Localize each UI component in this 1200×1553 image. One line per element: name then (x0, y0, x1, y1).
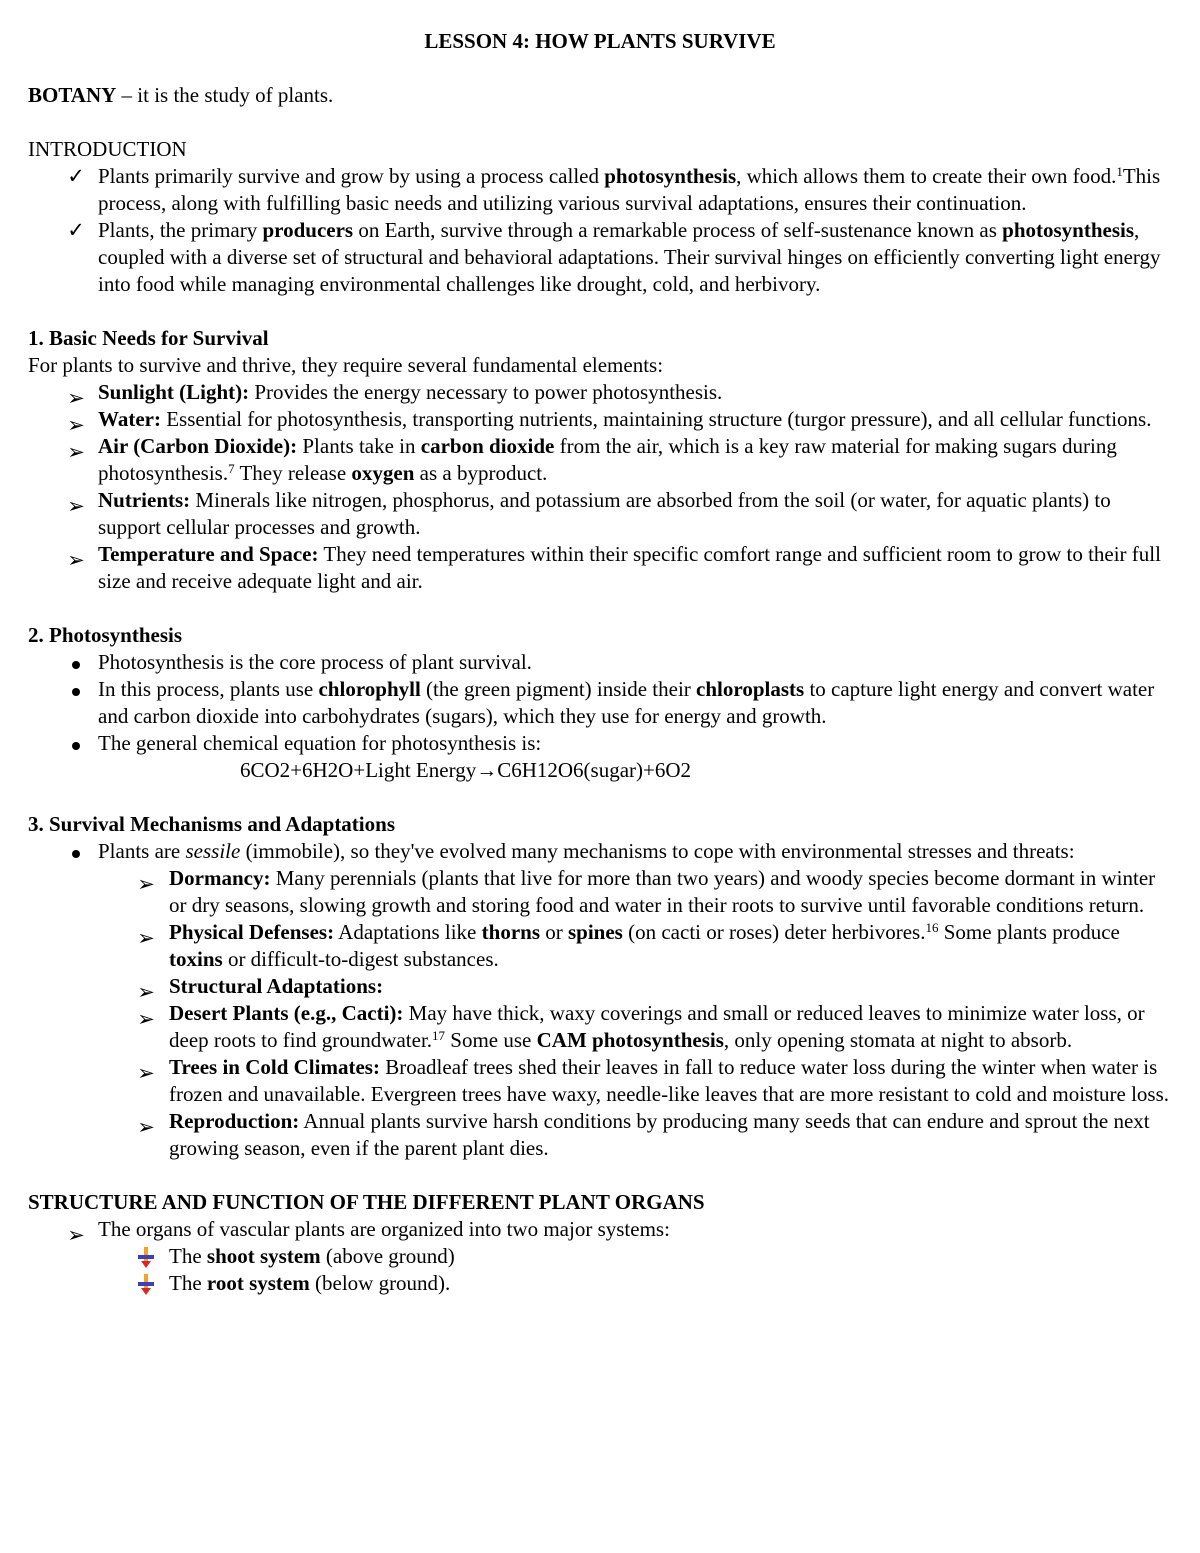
arrow-bullet-icon: ➢ (67, 1223, 85, 1247)
list-item: The shoot system (above ground) (28, 1243, 1172, 1270)
list-item: The root system (below ground). (28, 1270, 1172, 1297)
arrow-bullet-icon: ➢ (67, 386, 85, 410)
pushpin-bullet-icon (134, 1270, 158, 1301)
photosynthesis-list (28, 649, 1172, 757)
botany-term: BOTANY (28, 83, 117, 107)
footnote-ref: 17 (432, 1028, 446, 1043)
list-item: ➢ Trees in Cold Climates: Broadleaf trees shed their leaves in fall to reduce water loss during the winter when water is frozen and unavailable. Evergreen trees have waxy, needle-like leaves that are more resistant to cold and moisture loss. (28, 1054, 1172, 1108)
arrow-bullet-icon: ➢ (137, 872, 155, 896)
introduction-list (28, 163, 1172, 298)
organs-heading: STRUCTURE AND FUNCTION OF THE DIFFERENT PLANT ORGANS (28, 1190, 705, 1214)
arrow-bullet-icon: ➢ (137, 926, 155, 950)
arrow-bullet-icon: ➢ (67, 494, 85, 518)
list-item: ➢ Reproduction: Annual plants survive harsh conditions by producing many seeds that can endure and sprout the next growing season, even if the parent plant dies. (28, 1108, 1172, 1162)
list-item: ➢ Physical Defenses: Adaptations like thorns or spines (on cacti or roses) deter herbivores.$^{16}$ Some plants produce toxins or difficult-to-digest substances. (28, 919, 1172, 973)
mechanisms-heading: 3. Survival Mechanisms and Adaptations (28, 812, 395, 836)
list-item: ➢ Temperature and Space: They need temperatures within their specific comfort range and sufficient room to grow to their full size and receive adequate light and air. (28, 541, 1172, 595)
introduction-heading (28, 136, 1172, 163)
list-item: ➢ Desert Plants (e.g., Cacti): May have thick, waxy coverings and small or reduced leaves to minimize water loss, or deep roots to find groundwater.$^{17}$ Some use CAM photosynthesis, only opening stomata at night to absorb. (28, 1000, 1172, 1054)
checkmark-icon: ✓ (67, 164, 85, 188)
list-item: ➢ Sunlight (Light): Provides the energy necessary to power photosynthesis. (28, 379, 1172, 406)
list-item: ➢ Air (Carbon Dioxide): Plants take in carbon dioxide from the air, which is a key raw material for making sugars during photosynthesis.$^7$ They release oxygen as a byproduct. (28, 433, 1172, 487)
arrow-bullet-icon: ➢ (137, 1061, 155, 1085)
lesson-title: LESSON 4: HOW PLANTS SURVIVE (424, 29, 776, 53)
list-item: The general chemical equation for photosynthesis is: (28, 730, 1172, 757)
arrow-bullet-icon: ➢ (67, 413, 85, 437)
arrow-bullet-icon: ➢ (137, 1007, 155, 1031)
arrow-bullet-icon: ➢ (137, 1115, 155, 1139)
arrow-bullet-icon: ➢ (67, 440, 85, 464)
footnote-ref: 7 (228, 461, 235, 476)
photosynthesis-equation: 6CO2+6H2O+Light Energy→C6H12O6(sugar)+6O2 (240, 758, 692, 782)
checkmark-icon: ✓ (67, 218, 85, 242)
organs-list (28, 1216, 1172, 1247)
arrow-bullet-icon: ➢ (67, 548, 85, 572)
organs-sublist (28, 1243, 1172, 1297)
list-item: ✓ Plants, the primary producers on Earth, survive through a remarkable process of self-sustenance known as photosynthesis, coupled with a diverse set of structural and behavioral adaptations. Their survival hinges on efficiently converting light energy into food while managing environmental challenges like drought, cold, and herbivory. (28, 217, 1172, 298)
botany-definition (28, 82, 1172, 109)
mechanisms-sublist (28, 865, 1172, 1162)
basic-needs-intro: For plants to survive and thrive, they require several fundamental elements: (28, 353, 664, 377)
basic-needs-list (28, 379, 1172, 595)
list-item: ➢ Water: Essential for photosynthesis, transporting nutrients, maintaining structure (turgor pressure), and all cellular functions. (28, 406, 1172, 433)
round-bullet-icon (64, 730, 88, 757)
basic-needs-heading: 1. Basic Needs for Survival (28, 326, 269, 350)
round-bullet-icon (64, 838, 88, 865)
mechanisms-list (28, 838, 1172, 865)
list-item: ➢ Nutrients: Minerals like nitrogen, phosphorus, and potassium are absorbed from the soil (or water, for aquatic plants) to support cellular processes and growth. (28, 487, 1172, 541)
botany-text: – it is the study of plants. (116, 83, 334, 107)
list-item: Plants are sessile (immobile), so they've evolved many mechanisms to cope with environmental stresses and threats: (28, 838, 1172, 865)
footnote-ref: 1 (1116, 164, 1123, 179)
list-item: ➢ Dormancy: Many perennials (plants that live for more than two years) and woody species become dormant in winter or dry seasons, slowing growth and storing food and water in their roots to survive until favorable conditions return. (28, 865, 1172, 919)
list-item: ➢ Structural Adaptations: (28, 973, 1172, 1000)
arrow-bullet-icon: ➢ (137, 980, 155, 1004)
round-bullet-icon (64, 649, 88, 676)
footnote-ref: 16 (925, 920, 939, 935)
introduction-heading-text: INTRODUCTION (28, 137, 187, 161)
photosynthesis-heading: 2. Photosynthesis (28, 623, 183, 647)
list-item: ✓ Plants primarily survive and grow by using a process called photosynthesis, which allows them to create their own food.$^1$This process, along with fulfilling basic needs and utilizing various survival adaptations, ensures their continuation. (28, 163, 1172, 217)
list-item: In this process, plants use chlorophyll (the green pigment) inside their chloroplasts to capture light energy and convert water and carbon dioxide into carbohydrates (sugars), which they use for energy and growth. (28, 676, 1172, 730)
list-item: Photosynthesis is the core process of plant survival. (28, 649, 1172, 676)
document-page (28, 28, 1172, 1297)
round-bullet-icon (64, 676, 88, 703)
list-item: ➢ The organs of vascular plants are organized into two major systems: (28, 1216, 1172, 1243)
